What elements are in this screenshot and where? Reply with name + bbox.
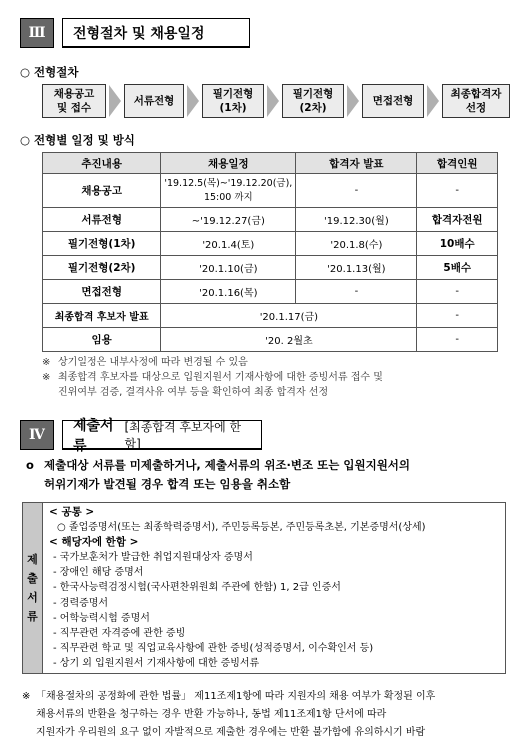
section-3-header	[20, 18, 250, 48]
return-footnote: ※ 「채용절차의 공정화에 관한 법률」 제11조제1항에 따라 지원자의 채용 여부가 확정된 이후 채용서류의 반환을 청구하는 경우 반환 가능하나, 동법 제11조제1항 단서에 따라 지원자가 우리원의 요구 없이 자발적으로 제출한 경우에는 반환 불가함에 유의하시기 바람	[22, 691, 436, 738]
schedule-cell: '19.12.5(목)~'19.12.20(금), 15:00 까지	[161, 174, 296, 208]
list-item: - 상기 외 입원지원서 기재사항에 대한 증빙서류	[53, 657, 260, 669]
schedule-cell: '20.1.4(토)	[161, 232, 296, 256]
section-number: Ⅳ	[20, 420, 54, 450]
row-label: 서류전형	[43, 208, 161, 232]
flow-step: 채용공고 및 접수	[42, 84, 106, 118]
list-item: - 국가보훈처가 발급한 취업지원대상자 증명서	[53, 552, 253, 564]
list-item: - 어학능력시험 증명서	[53, 612, 150, 624]
count-cell: -	[417, 280, 498, 304]
result-cell: -	[296, 174, 417, 208]
note-line: ※ 최종합격 후보자를 대상으로 입원지원서 기재사항에 대한 증빙서류 접수 및	[42, 372, 383, 383]
list-item: - 한국사능력검정시험(국사편찬위원회 주관에 한함) 1, 2급 인증서	[53, 582, 341, 594]
table-row	[43, 328, 498, 352]
procedure-flow	[42, 84, 510, 118]
flow-step: 필기전형 (2차)	[282, 84, 344, 118]
schedule-cell: ~'19.12.27(금)	[161, 208, 296, 232]
row-label: 최종합격 후보자 발표	[43, 304, 161, 328]
table-header-row	[43, 153, 498, 174]
circle-icon: o	[26, 458, 34, 472]
result-cell: '20.1.13(월)	[296, 256, 417, 280]
note-line: 진위여부 검증, 결격사유 여부 등을 확인하여 최종 합격자 선정	[58, 387, 329, 398]
arrow-right-icon	[109, 85, 121, 117]
result-cell: '19.12.30(월)	[296, 208, 417, 232]
count-cell: 10배수	[417, 232, 498, 256]
column-header: 합격자 발표	[296, 153, 417, 174]
row-label: 채용공고	[43, 174, 161, 208]
schedule-cell: '20.1.10(금)	[161, 256, 296, 280]
table-row	[43, 232, 498, 256]
schedule-table	[42, 152, 498, 352]
table-row	[43, 174, 498, 208]
count-cell: 5배수	[417, 256, 498, 280]
column-header: 채용일정	[161, 153, 296, 174]
count-cell: -	[417, 174, 498, 208]
flow-step: 필기전형 (1차)	[202, 84, 264, 118]
result-cell: -	[296, 280, 417, 304]
flow-step: 서류전형	[124, 84, 184, 118]
required-documents-box	[22, 502, 506, 674]
table-row	[43, 208, 498, 232]
flow-step: 최종합격자 선정	[442, 84, 510, 118]
applicable-docs-label: < 해당자에 한함 >	[49, 536, 139, 549]
row-label: 필기전형(1차)	[43, 232, 161, 256]
row-label: 필기전형(2차)	[43, 256, 161, 280]
procedure-heading: ○ 전형절차	[20, 65, 79, 79]
schedule-heading: ○ 전형별 일정 및 방식	[20, 133, 135, 147]
table-row	[43, 280, 498, 304]
arrow-right-icon	[267, 85, 279, 117]
column-header: 합격인원	[417, 153, 498, 174]
schedule-cell: '20. 2월초	[161, 328, 417, 352]
section-title: 전형절차 및 채용일정	[62, 18, 250, 48]
documents-list	[43, 503, 505, 673]
flow-step: 면접전형	[362, 84, 424, 118]
result-cell: '20.1.8(수)	[296, 232, 417, 256]
list-item: - 직무관련 학교 및 직업교육사항에 관한 증빙(성적증명서, 이수확인서 등)	[53, 642, 374, 654]
row-label: 면접전형	[43, 280, 161, 304]
note-line: ※ 상기일정은 내부사정에 따라 변경될 수 있음	[42, 357, 248, 368]
table-row	[43, 304, 498, 328]
common-docs-label: < 공통 >	[49, 506, 95, 518]
count-cell: -	[417, 328, 498, 352]
list-item: ○ 졸업증명서(또는 최종학력증명서), 주민등록등본, 주민등록초본, 기본증명서(상세)	[57, 522, 426, 534]
column-header: 추진내용	[43, 153, 161, 174]
schedule-notes	[42, 355, 504, 400]
count-cell: -	[417, 304, 498, 328]
arrow-right-icon	[427, 85, 439, 117]
section-4-header	[20, 417, 262, 454]
count-cell: 합격자전원	[417, 208, 498, 232]
arrow-right-icon	[187, 85, 199, 117]
schedule-cell: '20.1.17(금)	[161, 304, 417, 328]
documents-side-label: 제 출 서 류	[23, 503, 43, 673]
section-number: Ⅲ	[20, 18, 54, 48]
list-item: - 장애인 해당 증명서	[53, 567, 144, 579]
row-label: 임용	[43, 328, 161, 352]
list-item: - 직무관련 자격증에 관한 증빙	[53, 627, 186, 639]
section-title: 제출서류 [최종합격 후보자에 한함]	[62, 420, 262, 450]
cancellation-warning: o 제출대상 서류를 미제출하거나, 제출서류의 위조·변조 또는 입원지원서의 허위기재가 발견될 경우 합격 또는 임용을 취소함	[26, 458, 411, 491]
table-row	[43, 256, 498, 280]
arrow-right-icon	[347, 85, 359, 117]
list-item: - 경력증명서	[53, 597, 109, 609]
schedule-cell: '20.1.16(목)	[161, 280, 296, 304]
